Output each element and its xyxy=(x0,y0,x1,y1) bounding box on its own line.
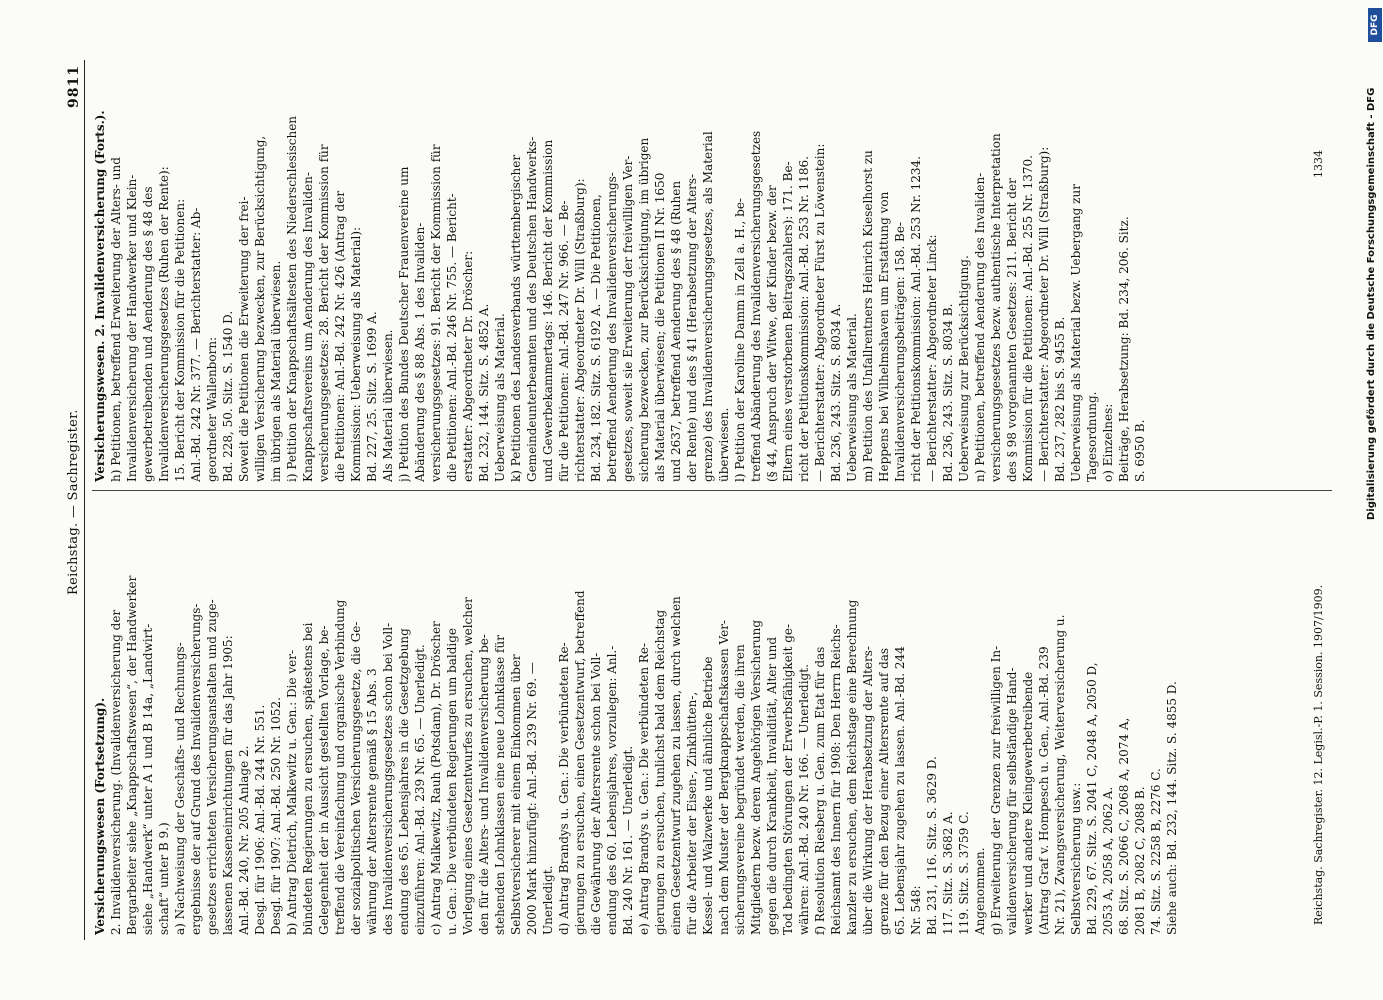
right-column-line: versicherungsgesetzes: 91. Bericht der Kommission für xyxy=(429,144,443,482)
page-number: 9811 xyxy=(66,65,82,108)
digitization-credit: Digitalisierung gefördert durch die Deutsche Forschungsgemeinschaft - DFG xyxy=(1366,87,1377,520)
right-column-line: und Gewerbekammertags: 146. Bericht der Kommission xyxy=(541,139,555,482)
right-column-line: erstatter: Abgeordneter Dr. Dröscher: xyxy=(461,250,475,482)
left-column-line: nach dem Muster der Bergknappschaftskassen Ver- xyxy=(717,620,731,935)
left-column-line: Bd. 229, 67. Sitz. S. 2041 C, 2048 A, 2050 D, xyxy=(1085,662,1099,935)
right-column-line: Tagesordnung. xyxy=(1085,391,1099,482)
left-column-line: 2. Invalidenversicherung. (Invalidenversicherung der xyxy=(109,609,123,935)
right-column-line: Abänderung des § 88 Abs. 1 des Invaliden- xyxy=(413,222,427,482)
left-column-line: Siehe auch: Bd. 232, 144. Sitz. S. 4855 D. xyxy=(1165,681,1179,935)
left-column-line: 74. Sitz. S. 2258 B, 2276 C. xyxy=(1149,768,1163,935)
left-column-line: lassenen Kasseneinrichtungen für das Jahr 1905: xyxy=(221,635,235,935)
left-column-line: Versicherungswesen (Fortsetzung). xyxy=(93,697,107,935)
running-header-title: Reichstag. — Sachregister. xyxy=(66,409,81,595)
right-column-line: Invalidenversicherungsbeiträgen: 158. Be- xyxy=(893,222,907,482)
left-column-line: Desgl. für 1907: Anl.-Bd. 250 Nr. 1052. xyxy=(269,697,283,935)
left-column-line: ergebnisse der auf Grund des Invalidenversicherungs- xyxy=(189,603,203,935)
right-column-line: sicherung bezwecken, zur Berücksichtigung, im übrigen xyxy=(637,137,651,482)
left-column-line: 117. Sitz. S. 3682 A. xyxy=(941,811,955,935)
header-rule xyxy=(84,60,85,940)
left-column-line: Anl.-Bd. 240, Nr. 205 Anlage 2. xyxy=(237,745,251,935)
right-column-line: Ueberweisung zur Berücksichtigung. xyxy=(957,255,971,482)
left-column-line: die Gewährung der Altersrente schon bei Voll- xyxy=(589,652,603,935)
right-column-line: Als Material überwiesen. xyxy=(381,329,395,482)
left-column-line: schaft“ unter B 9.) xyxy=(157,822,171,935)
right-column-line: Bd. 228, 50. Sitz. S. 1540 D. xyxy=(221,310,235,482)
right-column-line: o) Einzelnes: xyxy=(1101,403,1115,482)
left-column-line: stehenden Lohnklassen eine neue Lohnklasse für xyxy=(493,635,507,935)
left-column-line: Reichsamt des Innern für 1908: Den Herrn Reichs- xyxy=(829,624,843,935)
right-column-line: als Material überwiesen; die Petitionen II Nr. 1650 xyxy=(653,172,667,482)
left-column-line: 119. Sitz. S. 3759 C. xyxy=(957,811,971,935)
left-column-line: gesetzes errichteten Versicherungsanstalten und zuge- xyxy=(205,599,219,935)
right-column-line: Gemeindeunterbeamten und des Deutschen Handwerks- xyxy=(525,136,539,482)
left-column-line: Gelegenheit der in Aussicht gestellten Vorlage, be- xyxy=(317,625,331,935)
left-column-line: 2000 Mark hinzufügt: Anl.-Bd. 239 Nr. 69. — xyxy=(525,662,539,935)
left-column-line: e) Antrag Brandys u. Gen.: Die verbündeten Re- xyxy=(637,642,651,935)
left-column-line: gierungen zu ersuchen, einen Gesetzentwurf, betreffend xyxy=(573,590,587,935)
right-column-line: S. 6950 B. xyxy=(1133,419,1147,482)
left-column-line: werker und andere Kleingewerbetreibende xyxy=(1021,671,1035,935)
right-column-line: Soweit die Petitionen die Erweiterung der frei- xyxy=(237,196,251,482)
right-column-line: und 2637, betreffend Aenderung des § 48 (Ruhen xyxy=(669,180,683,482)
right-column-line: Bd. 227, 25. Sitz. S. 1699 A. xyxy=(365,311,379,482)
left-column-line: f) Resolution Riesberg u. Gen. zum Etat für das xyxy=(813,646,827,935)
right-column-line: m) Petition des Unfallrentners Heinrich Kieselhorst zu xyxy=(861,150,875,482)
left-column-line: über die Wirkung der Herabsetzung der Alters- xyxy=(861,646,875,935)
right-column-line: geordneter Wallenborn: xyxy=(205,336,219,482)
right-column-line: versicherungsgesetzes bezw. authentische Interpretation xyxy=(989,133,1003,482)
right-column-line: Bd. 237, 282 bis S. 9455 B. xyxy=(1053,316,1067,482)
right-column-line: Beiträge, Herabsetzung: Bd. 234, 206. Sitz. xyxy=(1117,216,1131,482)
right-column-line: i) Petition der Knappschaftsältesten des Niederschlesischen xyxy=(285,115,299,482)
left-column-line: bündeten Regierungen zu ersuchen, spätestens bei xyxy=(301,622,315,935)
left-column-line: Nr. 548: xyxy=(909,885,923,935)
left-column-line: 2081 B, 2082 C, 2088 B. xyxy=(1133,786,1147,935)
right-column-line: Bd. 236, 243. Sitz. S. 8034 B. xyxy=(941,303,955,482)
right-column-line: im übrigen als Material überwiesen. xyxy=(269,260,283,482)
right-column-line: Knappschaftsvereins um Aenderung des Invaliden- xyxy=(301,172,315,482)
right-column-line: 15. Bericht der Kommission für die Petitionen: xyxy=(173,198,187,482)
left-column-line: gegen die durch Krankheit, Invalidität, Alter und xyxy=(765,636,779,935)
left-column-line: g) Erweiterung der Grenzen zur freiwilligen In- xyxy=(989,645,1003,935)
dfg-logo-text: DFG xyxy=(1370,14,1380,36)
left-column-line: Tod bedingten Störungen der Erwerbsfähigkeit ge- xyxy=(781,623,795,935)
left-column-line: für die Arbeiter der Eisen-, Zinkhütten-, xyxy=(685,691,699,935)
right-column-line: Ueberweisung als Material. xyxy=(845,313,859,482)
right-column-line: überwiesen. xyxy=(717,407,731,482)
right-column-line: Ueberweisung als Material. xyxy=(493,313,507,482)
left-column-line: d) Antrag Brandys u. Gen.: Die verbündeten Re- xyxy=(557,642,571,935)
left-column-line: c) Antrag Malkewitz, Rauh (Potsdam), Dr. Dröscher xyxy=(429,621,443,935)
right-column-line: richterstatter: Abgeordneter Dr. Will (Straßburg): xyxy=(573,178,587,482)
left-column-line: den für die Alters- und Invalidenversicherung be- xyxy=(477,634,491,935)
left-column-line: treffend die Vereinfachung und organische Verbindung xyxy=(333,599,347,935)
right-column-line: willigen Versicherung bezwecken, zur Berücksichtigung, xyxy=(253,135,267,482)
right-column-line: für die Petitionen: Anl.-Bd. 247 Nr. 966. — Be- xyxy=(557,200,571,482)
right-column-line: der Rente) und des § 41 (Herabsetzung der Alters- xyxy=(685,173,699,482)
left-column-line: Bd. 231, 116. Sitz. S. 3629 D. xyxy=(925,756,939,935)
left-column-line: Vorlegung eines Gesetzentwurfes zu ersuchen, welcher xyxy=(461,597,475,935)
left-column-line: grenze für den Bezug einer Altersrente auf das xyxy=(877,647,891,935)
left-column-line: kanzler zu ersuchen, dem Reichstage eine Berechnung xyxy=(845,599,859,935)
left-column-line: (Antrag Graf v. Hompesch u. Gen., Anl.-Bd. 239 xyxy=(1037,646,1051,935)
right-column-line: Invalidenversicherungsgesetzes (Ruhen der Rente): xyxy=(157,166,171,482)
right-column-line: richt der Petitionskommission: Anl.-Bd. 253 Nr. 1186. xyxy=(797,156,811,482)
left-column-line: gierungen zu ersuchen, tunlichst bald dem Reichstag xyxy=(653,609,667,935)
left-column-line: Desgl. für 1906: Anl.-Bd. 244 Nr. 551. xyxy=(253,704,267,935)
right-column-line: treffend Abänderung des Invalidenversicherungsgesetzes xyxy=(749,130,763,482)
left-column-line: sicherungsvereine begründet werden, die ihren xyxy=(733,644,747,935)
left-column-line: Kessel- und Walzwerke und ähnliche Betriebe xyxy=(701,656,715,935)
right-column-line: betreffend Aenderung des Invalidenversicherungs- xyxy=(605,172,619,482)
right-column-line: Kommission: Ueberweisung als Material): xyxy=(349,226,363,482)
footer-sheet-number: 1334 xyxy=(1312,150,1325,178)
left-column-line: siehe „Handwerk“ unter A 1 und B 14a, „Landwirt- xyxy=(141,623,155,935)
left-column-line: Nr. 21), Zwangsversicherung, Weiterversicherung u. xyxy=(1053,614,1067,935)
left-column-line: Bd. 240 Nr. 161. — Unerledigt. xyxy=(621,745,635,935)
left-column-line: währen: Anl.-Bd. 240 Nr. 166. — Unerledigt. xyxy=(797,664,811,935)
footer-text: Reichstag. Sachregister. 12. Legisl.-P. 1. Session. 1907/1909. xyxy=(1312,584,1325,925)
left-column-line: a) Nachweisung der Geschäfts- und Rechnungs- xyxy=(173,642,187,935)
left-column-line: der sozialpolitischen Versicherungsgesetze, die Ge- xyxy=(349,621,363,935)
right-column-line: — Berichterstatter: Abgeordneter Dr. Will (Straßburg): xyxy=(1037,146,1051,482)
left-column-line: Angenommen. xyxy=(973,847,987,935)
right-column-line: j) Petition des Bundes Deutscher Frauenvereine um xyxy=(397,166,411,482)
right-column-line: Bd. 232, 144. Sitz. S. 4852 A. xyxy=(477,303,491,482)
right-column-line: — Berichterstatter: Abgeordneter Fürst zu Löwenstein: xyxy=(813,143,827,482)
left-column-line: Selbstversicherung usw.: xyxy=(1069,782,1083,935)
right-column-line: Anl.-Bd. 242 Nr. 377. — Berichterstatter: Ab- xyxy=(189,207,203,482)
right-column-line: Versicherungswesen. 2. Invalidenversicherung (Forts.). xyxy=(93,110,107,482)
right-column-line: (§ 44, Anspruch der Witwe, der Kinder bezw. der xyxy=(765,185,779,482)
left-column-line: 68. Sitz. S. 2066 C, 2068 A, 2074 A, xyxy=(1117,717,1131,935)
left-column-line: einzuführen: Anl.-Bd. 239 Nr. 65. — Unerledigt. xyxy=(413,644,427,935)
right-column-line: versicherungsgesetzes: 28. Bericht der Kommission für xyxy=(317,144,331,482)
right-column-line: Invalidenversicherung der Handwerker und Klein- xyxy=(125,174,139,482)
right-column-line: des § 98 vorgenannten Gesetzes: 211. Bericht der xyxy=(1005,178,1019,482)
right-column-line: Bd. 234, 182. Sitz. S. 6192 A. — Die Petitionen, xyxy=(589,194,603,482)
left-column-line: Selbstversicherer mit einem Einkommen über xyxy=(509,654,523,935)
right-column-line: — Berichterstatter: Abgeordneter Linck: xyxy=(925,234,939,482)
right-column-line: h) Petitionen, betreffend Erweiterung der Alters- und xyxy=(109,157,123,482)
right-column-line: Heppens bei Wilhelmshaven um Erstattung von xyxy=(877,191,891,482)
right-column-line: Bd. 236, 243. Sitz. S. 8034 A. xyxy=(829,303,843,482)
right-column-line: die Petitionen: Anl.-Bd. 242 Nr. 426 (Antrag der xyxy=(333,190,347,482)
left-column-line: einen Gesetzentwurf zugehen zu lassen, durch welchen xyxy=(669,596,683,935)
right-column-line: gesetzes, soweit sie Erweiterung der freiwilligen Ver- xyxy=(621,155,635,482)
left-column-line: u. Gen.: Die verbündeten Regierungen um baldige xyxy=(445,627,459,935)
left-column-line: 65. Lebensjahr zugehen zu lassen. Anl.-Bd. 244 xyxy=(893,646,907,935)
left-column-line: 2053 A, 2058 A, 2062 A. xyxy=(1101,786,1115,935)
left-column-line: validenversicherung für selbständige Hand- xyxy=(1005,667,1019,935)
right-column-line: gewerbetreibenden und Aenderung des § 48 des xyxy=(141,186,155,482)
right-column-line: grenze) des Invalidenversicherungsgesetzes, als Material xyxy=(701,131,715,482)
left-column xyxy=(92,495,1322,935)
right-column-line: k) Petitionen des Landesverbands württembergischer xyxy=(509,154,523,482)
right-column-line: richt der Petitionskommission: Anl.-Bd. 253 Nr. 1234. xyxy=(909,156,923,482)
left-column-line: Mitgliedern bezw. deren Angehörigen Versicherung xyxy=(749,619,763,935)
left-column-line: währung der Altersrente gemäß § 15 Abs. 3 xyxy=(365,668,379,935)
right-column-line: n) Petitionen, betreffend Aenderung des Invaliden- xyxy=(973,172,987,482)
right-column-line: l) Petition der Karoline Damm in Zell a. H., be- xyxy=(733,198,747,482)
left-column-line: b) Antrag Dietrich, Malkewitz u. Gen.: Die ver- xyxy=(285,649,299,935)
dfg-logo xyxy=(1368,8,1382,42)
left-column-line: Unerledigt. xyxy=(541,865,555,935)
right-column xyxy=(92,62,1322,482)
right-column-line: Eltern eines verstorbenen Beitragszahlers): 171. Be- xyxy=(781,161,795,482)
left-column-line: Bergarbeiter siehe „Knappschaftswesen“, der Handwerker xyxy=(125,575,139,935)
right-column-line: Ueberweisung als Material bezw. Uebergang zur xyxy=(1069,184,1083,482)
column-divider xyxy=(92,490,1332,491)
left-column-line: endung des 60. Lebensjahres, vorzulegen: Anl.- xyxy=(605,645,619,935)
left-column-line: endung des 65. Lebensjahres in die Gesetzgebung xyxy=(397,628,411,935)
left-column-line: des Invalidenversicherungsgesetzes schon bei Voll- xyxy=(381,622,395,935)
right-column-line: Kommission für die Petitionen: Anl.-Bd. 255 Nr. 1370. xyxy=(1021,155,1035,482)
right-column-line: die Petitionen: Anl.-Bd. 246 Nr. 755. — Bericht- xyxy=(445,193,459,482)
